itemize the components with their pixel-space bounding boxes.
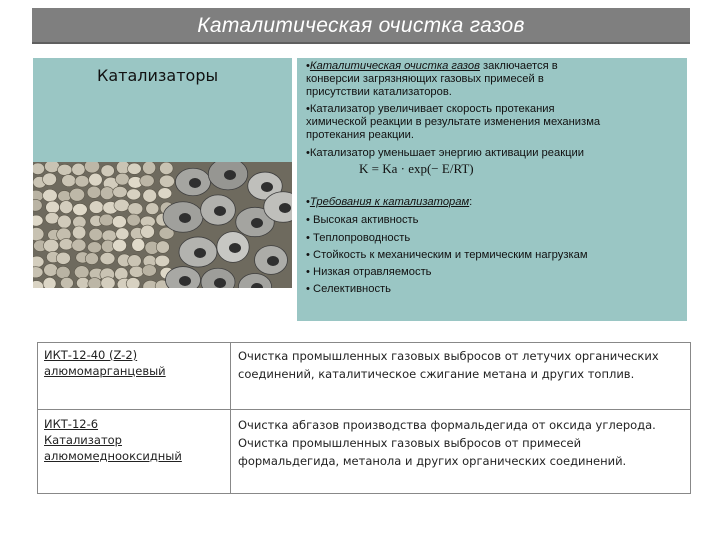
description-line-4: •Катализатор увеличивает скорость протекания	[306, 103, 555, 115]
description-line-5: химической реакции в результате изменения механизма	[306, 116, 601, 128]
description-panel	[297, 58, 687, 321]
catalyst-photo	[33, 162, 292, 288]
requirement-text: Низкая отравляемость	[313, 266, 432, 278]
description-line-2: конверсии загрязняющих газовых примесей в	[306, 73, 544, 85]
requirements-heading: •Требования к катализаторам:	[306, 196, 473, 208]
catalyst-type: алюмомеднооксидный	[44, 449, 182, 463]
catalyst-label: Катализатор	[44, 433, 122, 447]
description-line-1: •Каталитическая очистка газов заключается в	[306, 60, 558, 72]
catalyst-name-cell	[44, 347, 224, 379]
requirement-item: • Селективность	[306, 283, 391, 295]
description-term: Каталитическая очистка газов	[309, 60, 480, 72]
catalyst-description-cell: Очистка абгазов производства формальдегида от оксида углерода. Очистка промышленных газовых выбросов от примесей формальдегида, метанола и других органических соединений.	[238, 418, 656, 468]
requirement-item: • Низкая отравляемость	[306, 266, 432, 278]
catalyst-code: ИКТ-12-6	[44, 417, 99, 431]
title-bar	[32, 8, 690, 44]
description-line-1-rest: заключается в	[479, 60, 558, 72]
catalyst-type: алюмомарганцевый	[44, 364, 166, 378]
requirements-heading-text: Требования к катализаторам	[309, 196, 470, 208]
requirement-text: Теплопроводность	[313, 232, 411, 244]
requirement-item: • Теплопроводность	[306, 232, 411, 244]
catalyst-description-cell: Очистка промышленных газовых выбросов от летучих органических соединений, каталитическое сжигание метана и других топлив.	[238, 349, 659, 381]
description-line-6: протекания реакции.	[306, 129, 415, 141]
table-row	[38, 410, 690, 493]
requirement-text: Высокая активность	[313, 214, 419, 226]
page-title: Каталитическая очистка газов	[197, 14, 525, 37]
requirement-item: • Высокая активность	[306, 214, 419, 226]
table-row	[38, 343, 690, 410]
description-line-3: присутствии катализаторов.	[306, 86, 452, 98]
requirement-text: Стойкость к механическим и термическим нагрузкам	[313, 249, 588, 261]
catalyst-name-cell	[44, 416, 224, 464]
catalysts-label: Катализаторы	[97, 66, 219, 85]
rate-formula: K = Ka · exp(− E/RT)	[359, 161, 474, 176]
catalyst-table	[37, 342, 691, 494]
description-line-7: •Катализатор уменьшает энергию активации реакции	[306, 147, 585, 159]
requirement-text: Селективность	[313, 283, 391, 295]
catalysts-panel	[33, 58, 292, 288]
catalyst-code: ИКТ-12-40 (Z-2)	[44, 348, 138, 362]
requirement-item: • Стойкость к механическим и термическим нагрузкам	[306, 249, 588, 261]
